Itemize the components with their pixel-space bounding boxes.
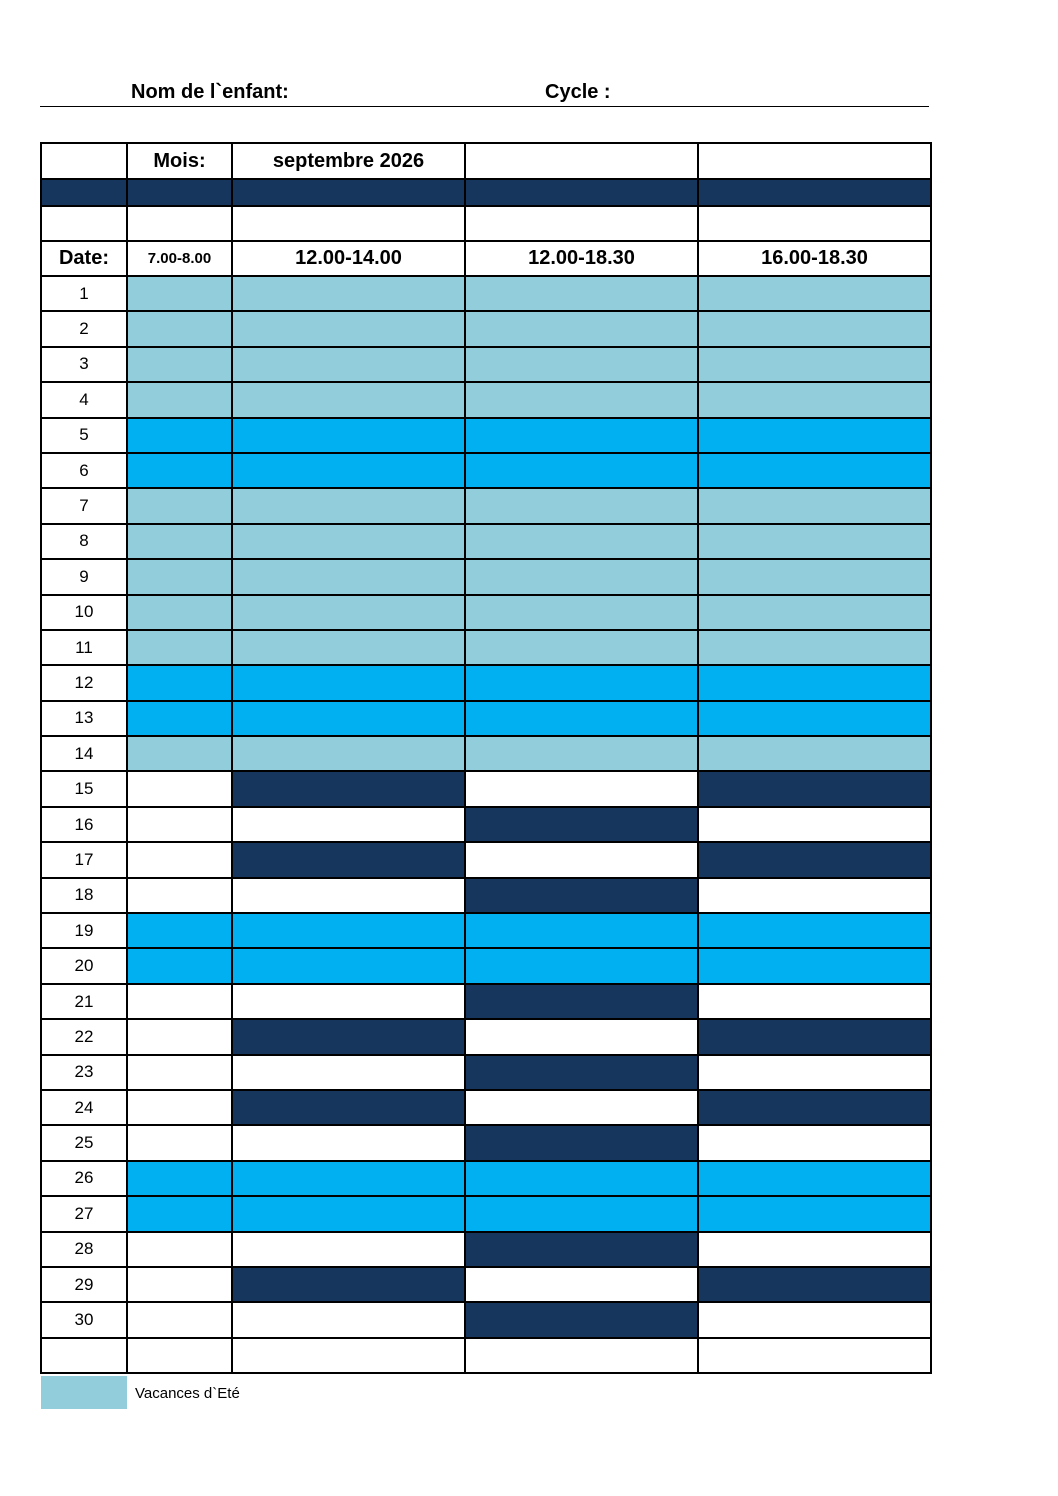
day-number: 13 [41, 701, 127, 736]
day-row [41, 807, 931, 842]
day-row [41, 1019, 931, 1054]
slot-cell[interactable] [465, 736, 698, 771]
slot-cell[interactable] [232, 1019, 465, 1054]
day-row [41, 1090, 931, 1125]
slot-cell[interactable] [232, 1302, 465, 1337]
slot-cell[interactable] [465, 1267, 698, 1302]
child-name-label: Nom de l`enfant: [131, 81, 289, 103]
slot-cell[interactable] [465, 842, 698, 877]
time-slot-header: 7.00-8.00 [127, 241, 232, 276]
slot-cell[interactable] [127, 1232, 232, 1267]
slot-cell[interactable] [232, 1125, 465, 1160]
day-row [41, 1267, 931, 1302]
slot-cell[interactable] [698, 311, 931, 346]
day-row [41, 524, 931, 559]
slot-cell[interactable] [232, 948, 465, 983]
slot-cell[interactable] [465, 1302, 698, 1337]
day-row [41, 1161, 931, 1196]
day-row [41, 276, 931, 311]
header-underline [40, 106, 929, 107]
slot-cell[interactable] [698, 276, 931, 311]
day-row [41, 878, 931, 913]
month-label: Mois: [127, 143, 232, 179]
day-number: 11 [41, 630, 127, 665]
day-row [41, 382, 931, 417]
slot-cell[interactable] [127, 1196, 232, 1231]
slot-cell[interactable] [698, 559, 931, 594]
slot-cell[interactable] [232, 453, 465, 488]
slot-cell[interactable] [465, 418, 698, 453]
slot-cell[interactable] [698, 1019, 931, 1054]
slot-cell[interactable] [698, 736, 931, 771]
slot-cell[interactable] [127, 347, 232, 382]
blank-cell [232, 206, 465, 241]
slot-cell[interactable] [465, 1055, 698, 1090]
slot-cell[interactable] [698, 665, 931, 700]
blank-cell [698, 1338, 931, 1373]
slot-cell[interactable] [232, 1161, 465, 1196]
day-number: 6 [41, 453, 127, 488]
day-number: 26 [41, 1161, 127, 1196]
slot-cell[interactable] [127, 559, 232, 594]
slot-cell[interactable] [698, 913, 931, 948]
day-row [41, 665, 931, 700]
slot-cell[interactable] [127, 736, 232, 771]
slot-cell[interactable] [465, 1125, 698, 1160]
slot-cell[interactable] [698, 878, 931, 913]
slot-cell[interactable] [698, 1161, 931, 1196]
slot-cell[interactable] [698, 842, 931, 877]
slot-cell[interactable] [465, 771, 698, 806]
slot-cell[interactable] [232, 1055, 465, 1090]
slot-cell[interactable] [698, 488, 931, 523]
slot-cell[interactable] [698, 771, 931, 806]
slot-cell[interactable] [127, 807, 232, 842]
slot-cell[interactable] [465, 1090, 698, 1125]
blank-cell [465, 143, 698, 179]
slot-cell[interactable] [232, 842, 465, 877]
slot-cell[interactable] [698, 1125, 931, 1160]
slot-cell[interactable] [232, 276, 465, 311]
dark-band-row [41, 179, 931, 206]
day-number: 16 [41, 807, 127, 842]
day-row [41, 984, 931, 1019]
spacer-row [41, 206, 931, 241]
slot-cell[interactable] [465, 948, 698, 983]
slot-cell[interactable] [232, 878, 465, 913]
empty-row [41, 1338, 931, 1373]
band-cell [465, 179, 698, 206]
slot-cell[interactable] [232, 418, 465, 453]
slot-cell[interactable] [127, 1055, 232, 1090]
slot-cell[interactable] [127, 418, 232, 453]
day-number: 14 [41, 736, 127, 771]
slot-cell[interactable] [698, 630, 931, 665]
day-row [41, 595, 931, 630]
slot-cell[interactable] [698, 382, 931, 417]
slot-cell[interactable] [698, 1232, 931, 1267]
slot-cell[interactable] [465, 878, 698, 913]
day-number: 4 [41, 382, 127, 417]
slot-cell[interactable] [465, 1232, 698, 1267]
day-row [41, 1125, 931, 1160]
slot-cell[interactable] [232, 701, 465, 736]
slot-cell[interactable] [127, 984, 232, 1019]
day-row [41, 771, 931, 806]
slot-cell[interactable] [465, 807, 698, 842]
slot-cell[interactable] [232, 524, 465, 559]
blank-cell [698, 143, 931, 179]
day-row [41, 488, 931, 523]
slot-cell[interactable] [127, 771, 232, 806]
month-row [41, 143, 931, 179]
month-value: septembre 2026 [232, 143, 465, 179]
slot-cell[interactable] [465, 913, 698, 948]
date-label: Date: [41, 241, 127, 276]
slot-cell[interactable] [127, 1161, 232, 1196]
slot-cell[interactable] [232, 807, 465, 842]
blank-cell [232, 1338, 465, 1373]
slot-cell[interactable] [465, 630, 698, 665]
slot-cell[interactable] [232, 913, 465, 948]
day-row [41, 1055, 931, 1090]
legend-swatch [41, 1376, 127, 1409]
slot-cell[interactable] [232, 736, 465, 771]
slot-cell[interactable] [127, 1302, 232, 1337]
day-number: 22 [41, 1019, 127, 1054]
slot-cell[interactable] [465, 1161, 698, 1196]
slot-cell[interactable] [465, 595, 698, 630]
slot-cell[interactable] [127, 1267, 232, 1302]
slot-cell[interactable] [127, 595, 232, 630]
day-row [41, 347, 931, 382]
slot-cell[interactable] [465, 559, 698, 594]
slot-cell[interactable] [698, 347, 931, 382]
day-number: 8 [41, 524, 127, 559]
day-number: 7 [41, 488, 127, 523]
slot-cell[interactable] [127, 382, 232, 417]
day-number: 24 [41, 1090, 127, 1125]
slot-cell[interactable] [698, 1055, 931, 1090]
slot-cell[interactable] [698, 1302, 931, 1337]
day-row [41, 842, 931, 877]
slot-cell[interactable] [698, 807, 931, 842]
slot-cell[interactable] [232, 488, 465, 523]
day-number: 30 [41, 1302, 127, 1337]
slot-cell[interactable] [232, 665, 465, 700]
slot-cell[interactable] [698, 701, 931, 736]
day-number: 29 [41, 1267, 127, 1302]
day-number: 1 [41, 276, 127, 311]
slot-cell[interactable] [232, 771, 465, 806]
slot-cell[interactable] [465, 701, 698, 736]
day-row [41, 1196, 931, 1231]
day-row [41, 418, 931, 453]
day-number: 10 [41, 595, 127, 630]
day-number: 18 [41, 878, 127, 913]
blank-cell [465, 206, 698, 241]
day-row [41, 948, 931, 983]
slot-cell[interactable] [127, 913, 232, 948]
blank-cell [127, 1338, 232, 1373]
band-cell [127, 179, 232, 206]
slot-cell[interactable] [465, 984, 698, 1019]
slot-cell[interactable] [232, 1267, 465, 1302]
day-row [41, 913, 931, 948]
slot-cell[interactable] [232, 1196, 465, 1231]
slot-cell[interactable] [232, 347, 465, 382]
day-row [41, 736, 931, 771]
slot-cell[interactable] [232, 1232, 465, 1267]
day-row [41, 559, 931, 594]
blank-cell [698, 206, 931, 241]
cycle-label: Cycle : [545, 81, 611, 103]
day-row [41, 453, 931, 488]
slot-cell[interactable] [465, 347, 698, 382]
slot-cell[interactable] [465, 1196, 698, 1231]
day-number: 17 [41, 842, 127, 877]
slot-cell[interactable] [232, 984, 465, 1019]
slot-cell[interactable] [127, 488, 232, 523]
day-number: 27 [41, 1196, 127, 1231]
slot-cell[interactable] [127, 524, 232, 559]
day-number: 20 [41, 948, 127, 983]
day-number: 25 [41, 1125, 127, 1160]
day-number: 12 [41, 665, 127, 700]
blank-cell [41, 206, 127, 241]
slot-cell[interactable] [127, 701, 232, 736]
slot-cell[interactable] [232, 595, 465, 630]
blank-cell [41, 1338, 127, 1373]
slot-cell[interactable] [465, 453, 698, 488]
day-number: 23 [41, 1055, 127, 1090]
slot-cell[interactable] [465, 311, 698, 346]
blank-cell [127, 206, 232, 241]
day-number: 2 [41, 311, 127, 346]
slot-cell[interactable] [465, 488, 698, 523]
day-row [41, 1232, 931, 1267]
band-cell [41, 179, 127, 206]
day-number: 3 [41, 347, 127, 382]
slot-cell[interactable] [127, 1090, 232, 1125]
slot-cell[interactable] [127, 1125, 232, 1160]
slot-cell[interactable] [127, 842, 232, 877]
slot-cell[interactable] [698, 1196, 931, 1231]
day-row [41, 311, 931, 346]
slot-cell[interactable] [127, 878, 232, 913]
slot-cell[interactable] [127, 630, 232, 665]
slot-cell[interactable] [698, 984, 931, 1019]
slot-cell[interactable] [465, 524, 698, 559]
slot-cell[interactable] [465, 276, 698, 311]
blank-cell [41, 143, 127, 179]
day-number: 28 [41, 1232, 127, 1267]
slot-cell[interactable] [698, 418, 931, 453]
blank-cell [465, 1338, 698, 1373]
slot-cell[interactable] [465, 665, 698, 700]
day-row [41, 701, 931, 736]
time-slot-header-row [41, 241, 931, 276]
day-row [41, 630, 931, 665]
time-slot-header: 12.00-14.00 [232, 241, 465, 276]
slot-cell[interactable] [127, 948, 232, 983]
slot-cell[interactable] [698, 453, 931, 488]
day-number: 21 [41, 984, 127, 1019]
time-slot-header: 16.00-18.30 [698, 241, 931, 276]
day-row [41, 1302, 931, 1337]
band-cell [698, 179, 931, 206]
slot-cell[interactable] [232, 382, 465, 417]
slot-cell[interactable] [127, 1019, 232, 1054]
slot-cell[interactable] [698, 1267, 931, 1302]
slot-cell[interactable] [127, 665, 232, 700]
legend-label: Vacances d`Eté [135, 1385, 240, 1402]
slot-cell[interactable] [698, 1090, 931, 1125]
slot-cell[interactable] [232, 1090, 465, 1125]
slot-cell[interactable] [698, 595, 931, 630]
slot-cell[interactable] [232, 630, 465, 665]
slot-cell[interactable] [465, 1019, 698, 1054]
slot-cell[interactable] [698, 948, 931, 983]
slot-cell[interactable] [127, 453, 232, 488]
band-cell [232, 179, 465, 206]
slot-cell[interactable] [232, 311, 465, 346]
schedule-table [40, 142, 932, 1374]
slot-cell[interactable] [127, 311, 232, 346]
time-slot-header: 12.00-18.30 [465, 241, 698, 276]
slot-cell[interactable] [465, 382, 698, 417]
day-number: 15 [41, 771, 127, 806]
slot-cell[interactable] [698, 524, 931, 559]
slot-cell[interactable] [232, 559, 465, 594]
slot-cell[interactable] [127, 276, 232, 311]
day-number: 19 [41, 913, 127, 948]
day-number: 5 [41, 418, 127, 453]
day-number: 9 [41, 559, 127, 594]
